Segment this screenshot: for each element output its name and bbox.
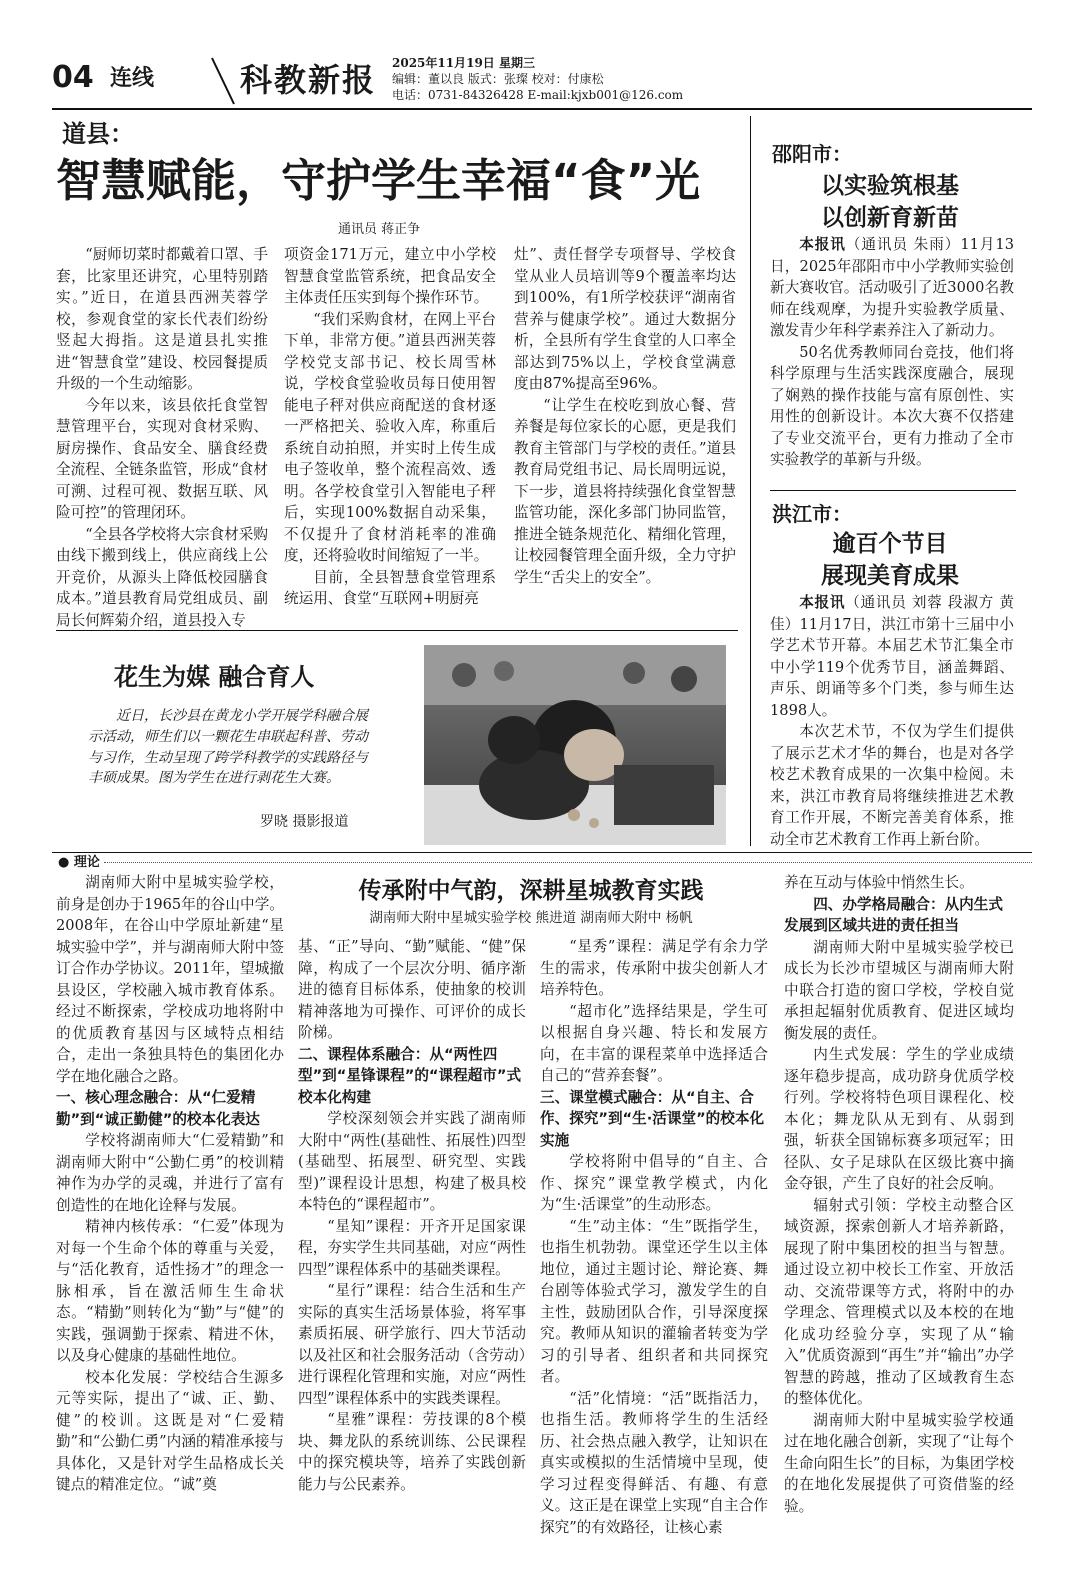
- lead-mark: 本报讯: [799, 236, 846, 253]
- paragraph: 内生式发展：学生的学业成绩逐年稳步提高，成功跻身优质学校行列。学校将特色项目课程化、校本化；舞龙队从无到有、从弱到强，斩获全国锦标赛多项冠军；田径队、女子足球队在区级比赛中摘金夺银，产生了良好的社会反响。: [784, 1046, 1014, 1192]
- photo-title: 花生为媒 融合育人: [114, 662, 315, 691]
- editors-line: 编辑：董以良 版式：张璨 校对：付康松: [392, 72, 604, 86]
- column-rule: [750, 116, 751, 846]
- dotted-rule: [104, 862, 1032, 863]
- paragraph: 精神内核传承：“仁爱”体现为对每一个生命个体的尊重与关爱，与“活化教育，适性扬才”的理念一脉相承，旨在激活师生生命状态。“精勤”则转化为“勤”与“健”的实践，强调勤于探索、精进不休，以及身心健康的基础性地位。: [56, 1218, 284, 1364]
- side1-title-1: 以实验筑根基: [821, 173, 959, 199]
- section-heading: 一、核心理念融合：从“仁爱精勤”到“诚正勤健”的校本化表达: [56, 1089, 260, 1128]
- theory-label-text: 理论: [73, 855, 100, 870]
- section-name: 连线: [110, 66, 155, 91]
- theory-label: [58, 854, 100, 872]
- paragraph: “让学生在校吃到放心餐、营养餐是每位家长的心愿，更是我们教育主管部门与学校的责任。”道县教育局党组书记、局长周明远说，下一步，道县将持续强化食堂智慧监管功能，深化多部门协同监管，推进全链条规范化、精细化管理，让校园餐管理全面升级，全力守护学生“舌尖上的安全”。: [514, 396, 736, 586]
- lead-column-1: [56, 244, 268, 629]
- lead-column-2: [284, 244, 496, 616]
- masthead: [52, 56, 1032, 108]
- theory-top-rule: [52, 852, 1032, 853]
- side2-body: [770, 592, 1014, 848]
- theory-headline: 传承附中气韵，深耕星城教育实践: [358, 878, 704, 904]
- paragraph: 湖南师大附中星城实验学校，前身是创办于1965年的谷山中学。2008年，在谷山中学原址新建“星城实验中学”，并与湖南师大附中签订合作办学协议。2011年，望城撤县设区，学校融入城市教育体系。经过不断探索，学校成功地将附中的优质教育基因与区域特点相结合，走出一条独具特色的集团化办学在地化融合之路。: [56, 874, 284, 1085]
- paragraph: 学校将湖南师大“仁爱精勤”和湖南师大附中“公勤仁勇”的校训精神作为办学的灵魂，并进行了富有创造性的在地化诠释与发展。: [56, 1132, 284, 1214]
- paragraph: 今年以来，该县依托食堂智慧管理平台，实现对食材采购、厨房操作、食品安全、膳食经费全流程、全链条监管，形成“食材可溯、过程可视、数据互联、风险可控”的管理闭环。: [56, 396, 268, 521]
- paragraph-text: （通讯员 刘蓉 段淑方 黄佳）11月17日，洪江市第十三届中小学艺术节开幕。本届艺术节汇集全市中小学119个优秀节目，涵盖舞蹈、声乐、朗诵等多个门类，参与师生达1898人。: [770, 594, 1014, 719]
- lead-mark: 本报讯: [799, 594, 846, 611]
- lead-byline: 通讯员 蒋正争: [338, 222, 421, 237]
- lead-column-3: [514, 244, 736, 616]
- photo-caption-box: [88, 706, 368, 806]
- paragraph: “活”化情境：“活”既指活力，也指生活。教师将学生的生活经历、社会热点融入教学，让知识在真实或模拟的生活情境中呈现，使学习过程变得鲜活、有趣、有意义。这正是在课堂上实现“自主合作探究”的有效路径，让核心素: [540, 1389, 768, 1536]
- section-heading: 二、课程体系融合：从“两性四型”到“星锋课程”的“课程超市”式校本化构建: [298, 1045, 522, 1106]
- paragraph: 灶”、责任督学专项督导、学校食堂从业人员培训等9个覆盖率均达到100%，有1所学校获评“湖南省营养与健康学校”。通过大数据分析，全县所有学生食堂的人口率全部达到75%以上，学校食堂满意度由87%提高至96%。: [514, 246, 736, 392]
- photo-caption: 近日，长沙县在黄龙小学开展学科融合展示活动，师生们以一颗花生串联起科普、劳动与习作，生动呈现了跨学科教学的实践路径与丰硕成果。图为学生在进行剥花生大赛。: [88, 708, 368, 787]
- side1-title-2: 以创新育新苗: [821, 205, 959, 231]
- paragraph: 湖南师大附中星城实验学校通过在地化融合创新，实现了“让每个生命向阳生长”的目标，为集团学校的在地化发展提供了可资借鉴的经验。: [784, 1411, 1014, 1515]
- lead-kicker: 道县：: [62, 119, 134, 148]
- contact-line: 电话：0731-84326428 E-mail:kjxb001@126.com: [392, 88, 684, 102]
- masthead-slash: [208, 56, 238, 106]
- paragraph: “厨师切菜时都戴着口罩、手套，比家里还讲究，心里特别踏实。”近日，在道县西洲芙蓉学校，参观食堂的家长代表们纷纷竖起大拇指。这是道县扎实推进“智慧食堂”建设、校园餐提质升级的一个生动缩影。: [56, 246, 268, 392]
- paragraph: “星雅”课程：劳技课的8个模块、舞龙队的系统训练、公民课程中的探究模块等，培养了实践创新能力与公民素养。: [298, 1411, 526, 1493]
- side2-kicker: 洪江市：: [772, 502, 852, 526]
- paragraph: 学校将附中倡导的“自主、合作、探究”课堂教学模式，内化为“生·活课堂”的生动形态。: [540, 1153, 768, 1213]
- paper-name: 科教新报: [240, 61, 377, 99]
- lead-headline: 智慧赋能，守护学生幸福“食”光: [56, 154, 701, 207]
- theory-column-1: [56, 872, 284, 1536]
- side2-title-1: 逾百个节目: [832, 531, 948, 557]
- paragraph: 养在互动与体验中悄然生长。: [784, 874, 974, 891]
- issue-date: 2025年11月19日 星期三: [392, 56, 535, 70]
- side-rule: [770, 490, 1016, 491]
- photo-credit: 罗晓 摄影报道: [260, 814, 349, 830]
- paragraph: “生”动主体：“生”既指学生，也指生机勃勃。课堂还学生以主体地位，通过主题讨论、辩论赛、舞台剧等体验式学习，激发学生的自主性，鼓励团队合作，引导深度探究。教师从知识的灌输者转变为学习的引导者、组织者和共同探究者。: [540, 1217, 768, 1385]
- paragraph: “星秀”课程：满足学有余力学生的需求，传承附中拔尖创新人才培养特色。: [540, 938, 768, 998]
- paragraph: 目前，全县智慧食堂管理系统运用、食堂“互联网+明厨亮: [284, 568, 496, 607]
- paragraph: 校本化发展：学校结合生源多元等实际，提出了“诚、正、勤、健”的校训。这既是对“仁爱精勤”和“公勤仁勇”内涵的精准承接与具体化，又是针对学生品格成长关键点的精准定位。“诚”奠: [56, 1368, 284, 1493]
- theory-column-4: [784, 872, 1014, 1536]
- side1-kicker: 邵阳市：: [772, 142, 852, 166]
- paragraph: [770, 592, 1014, 721]
- students-photo: [424, 645, 726, 845]
- paragraph: 基、“正”导向、“勤”赋能、“健”保障，构成了一个层次分明、循序渐进的德育目标体系，使抽象的校训精神落地为可操作、可评价的成长阶梯。: [298, 938, 526, 1041]
- theory-column-2: [298, 936, 526, 1536]
- photo-top-rule: [56, 630, 738, 631]
- paragraph: 项资金171万元，建立中小学校智慧食堂监管系统，把食品安全主体责任压实到每个操作环节。: [284, 246, 496, 306]
- masthead-rule: [52, 108, 1032, 110]
- paragraph-text: （通讯员 朱雨）11月13日，2025年邵阳市中小学教师实验创新大赛收官。活动吸引了近3000名教师在线观摩，为提升实验教学质量、激发青少年科学素养注入了新动力。: [770, 236, 1014, 339]
- theory-byline: 湖南师大附中星城实验学校 熊进道 湖南师大附中 杨帆: [369, 910, 693, 926]
- theory-column-3: [540, 936, 768, 1536]
- side1-body: [770, 234, 1014, 480]
- paragraph: 50名优秀教师同台竞技，他们将科学原理与生活实践深度融合，展现了娴熟的操作技能与富有原创性、实用性的创新设计。本次大赛不仅搭建了专业交流平台，更有力推动了全市实验教学的革新与升级。: [770, 343, 1014, 468]
- paragraph: “星知”课程：开齐开足国家课程，夯实学生共同基础，对应“两性四型”课程体系中的基础类课程。: [298, 1217, 526, 1278]
- paragraph: “我们采购食材，在网上平台下单，非常方便。”道县西洲芙蓉学校党支部书记、校长周雪林说，学校食堂验收员每日使用智能电子秤对供应商配送的食材逐一严格把关、验收入库，称重后系统自动拍照，并实时上传生成电子签收单，整个流程高效、透明。各学校食堂引入智能电子秤后，实现100%数据自动采集，不仅提升了食材消耗率的准确度，还将验收时间缩短了一半。: [284, 310, 496, 564]
- paragraph: “星行”课程：结合生活和生产实际的真实生活场景体验，将军事素质拓展、研学旅行、四大节活动以及社区和社会服务活动（含劳动）进行课程化管理和实施，对应“两性四型”课程体系中的实践类课程。: [298, 1282, 526, 1407]
- section-heading: 四、办学格局融合：从内生式发展到区域共进的责任担当: [784, 895, 1003, 934]
- bullet-icon: ●: [58, 855, 74, 870]
- paragraph: “超市化”选择结果是，学生可以根据自身兴趣、特长和发展方向，在丰富的课程菜单中选择适合自己的“营养套餐”。: [540, 1002, 768, 1084]
- paragraph: “全县各学校将大宗食材采购由线下搬到线上，供应商线上公开竞价，从源头上降低校园膳食成本。”道县教育局党组成员、副局长何辉菊介绍，道县投入专: [56, 525, 268, 629]
- page-number: 04: [52, 60, 94, 95]
- side2-title-2: 展现美育成果: [821, 563, 959, 589]
- paragraph: 学校深刻领会并实践了湖南师大附中“两性(基础性、拓展性)四型(基础型、拓展型、研究型、实践型)”课程设计思想，构建了极具校本特色的“课程超市”。: [298, 1110, 526, 1213]
- paragraph: [770, 234, 1014, 342]
- paragraph: 本次艺术节，不仅为学生们提供了展示艺术才华的舞台，也是对各学校艺术教育成果的一次集中检阅。未来，洪江市教育局将继续推进艺术教育工作开展，不断完善美育体系，推动全市艺术教育工作再上新台阶。: [770, 723, 1014, 848]
- paragraph: 辐射式引领：学校主动整合区域资源，探索创新人才培养新路，展现了附中集团校的担当与智慧。通过设立初中校长工作室、开放活动、交流带课等方式，将附中的办学理念、管理模式以及本校的在地化成功经验分享，实现了从“输入”优质资源到“再生”并“输出”办学智慧的跨越，推动了区域教育生态的整体优化。: [784, 1196, 1014, 1407]
- paragraph: 湖南师大附中星城实验学校已成长为长沙市望城区与湖南师大附中联合打造的窗口学校，学校自觉承担起辐射优质教育、促进区域均衡发展的责任。: [784, 938, 1014, 1042]
- section-heading: 三、课堂模式融合：从“自主、合作、探究”到“生·活课堂”的校本化实施: [540, 1088, 765, 1149]
